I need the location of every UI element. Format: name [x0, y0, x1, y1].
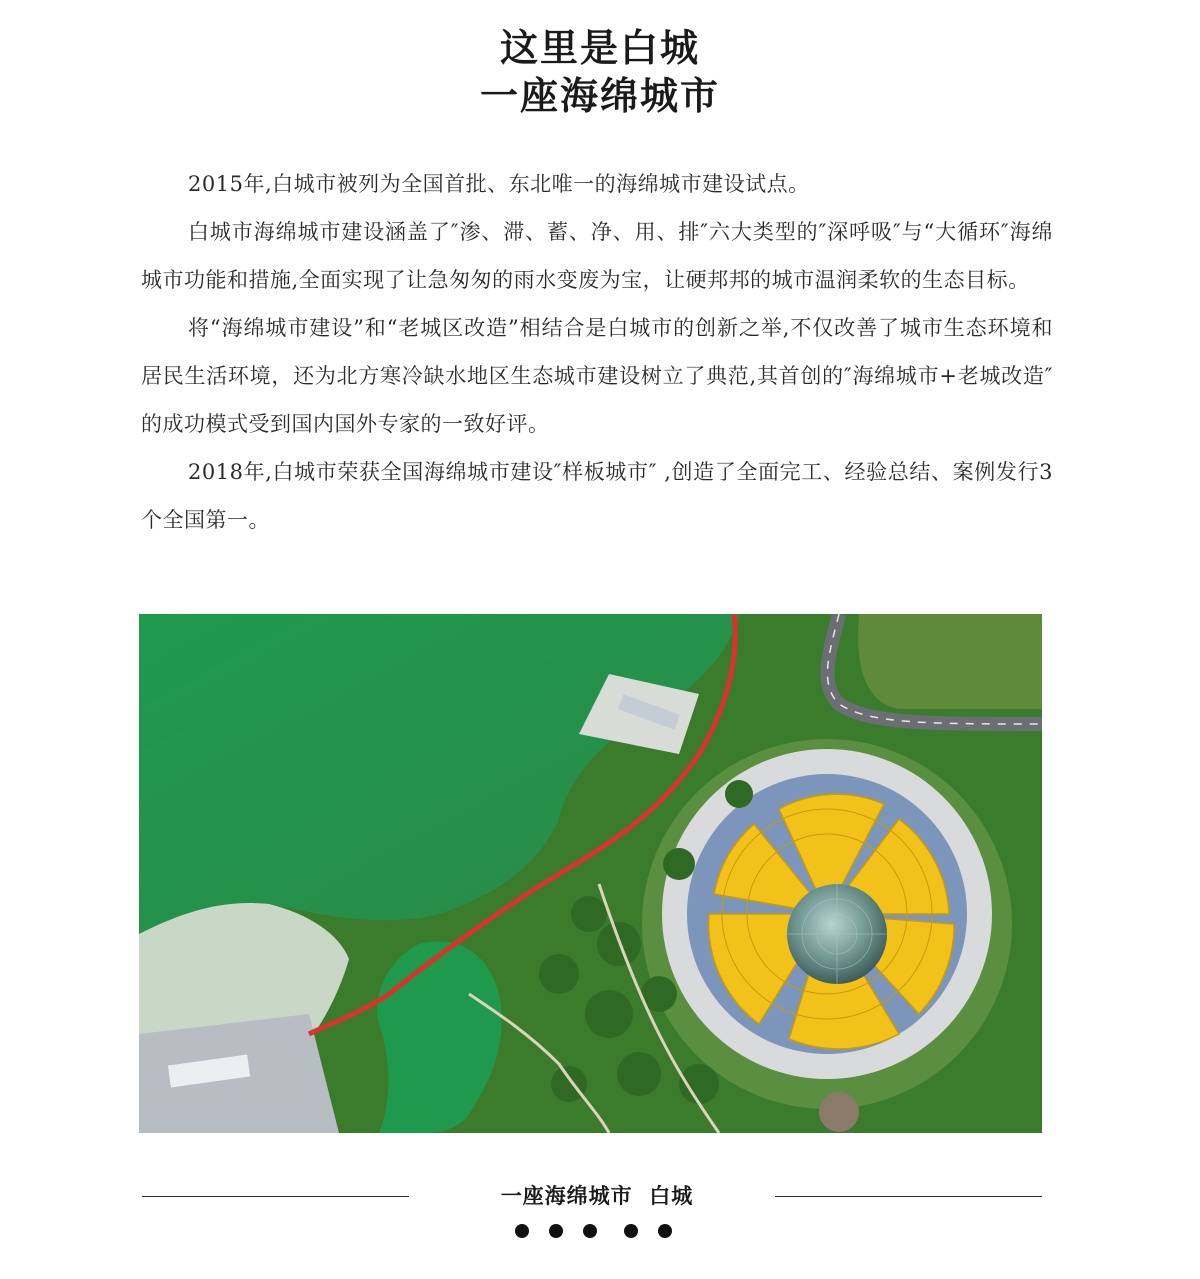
- aerial-photo: [139, 614, 1042, 1133]
- dot: [549, 1224, 563, 1238]
- paragraph-1: 2015年,白城市被列为全国首批、东北唯一的海绵城市建设试点。: [188, 172, 810, 196]
- title-line-1: 这里是白城: [499, 26, 700, 70]
- aerial-photo-illustration: [139, 614, 1042, 1133]
- page-title: [0, 24, 1200, 120]
- footer-divider-left: [142, 1196, 409, 1197]
- paragraph-2: 白城市海绵城市建设涵盖了″渗、滞、蓄、净、用、排″六大类型的″深呼吸″与“大循环″海绵城市功能和措施,全面实现了让急匆匆的雨水变废为宝，让硬邦邦的城市温润柔软的生态目标。: [141, 220, 1053, 292]
- dot: [583, 1224, 597, 1238]
- grass-field: [858, 614, 1042, 709]
- entrance-circle: [819, 1092, 859, 1132]
- paragraph-3: 将“海绵城市建设”和“老城区改造”相结合是白城市的创新之举,不仅改善了城市生态环境和居民生活环境，还为北方寒冷缺水地区生态城市建设树立了典范,其首创的″海绵城市+老城改造″的成功模式受到国内国外专家的一致好评。: [141, 316, 1053, 436]
- dot: [515, 1224, 529, 1238]
- footer-caption: 一座海绵城市 白城: [500, 1184, 694, 1208]
- title-line-2: 一座海绵城市: [479, 74, 720, 118]
- footer-divider-right: [775, 1196, 1042, 1197]
- dot: [658, 1224, 672, 1238]
- footer: [0, 1178, 1200, 1278]
- decorative-dots: [513, 1224, 683, 1240]
- paragraph-4: 2018年,白城市荣获全国海绵城市建设″样板城市″ ,创造了全面完工、经验总结、案例发行3个全国第一。: [141, 460, 1053, 532]
- article-body: [141, 160, 1053, 544]
- dot: [624, 1224, 638, 1238]
